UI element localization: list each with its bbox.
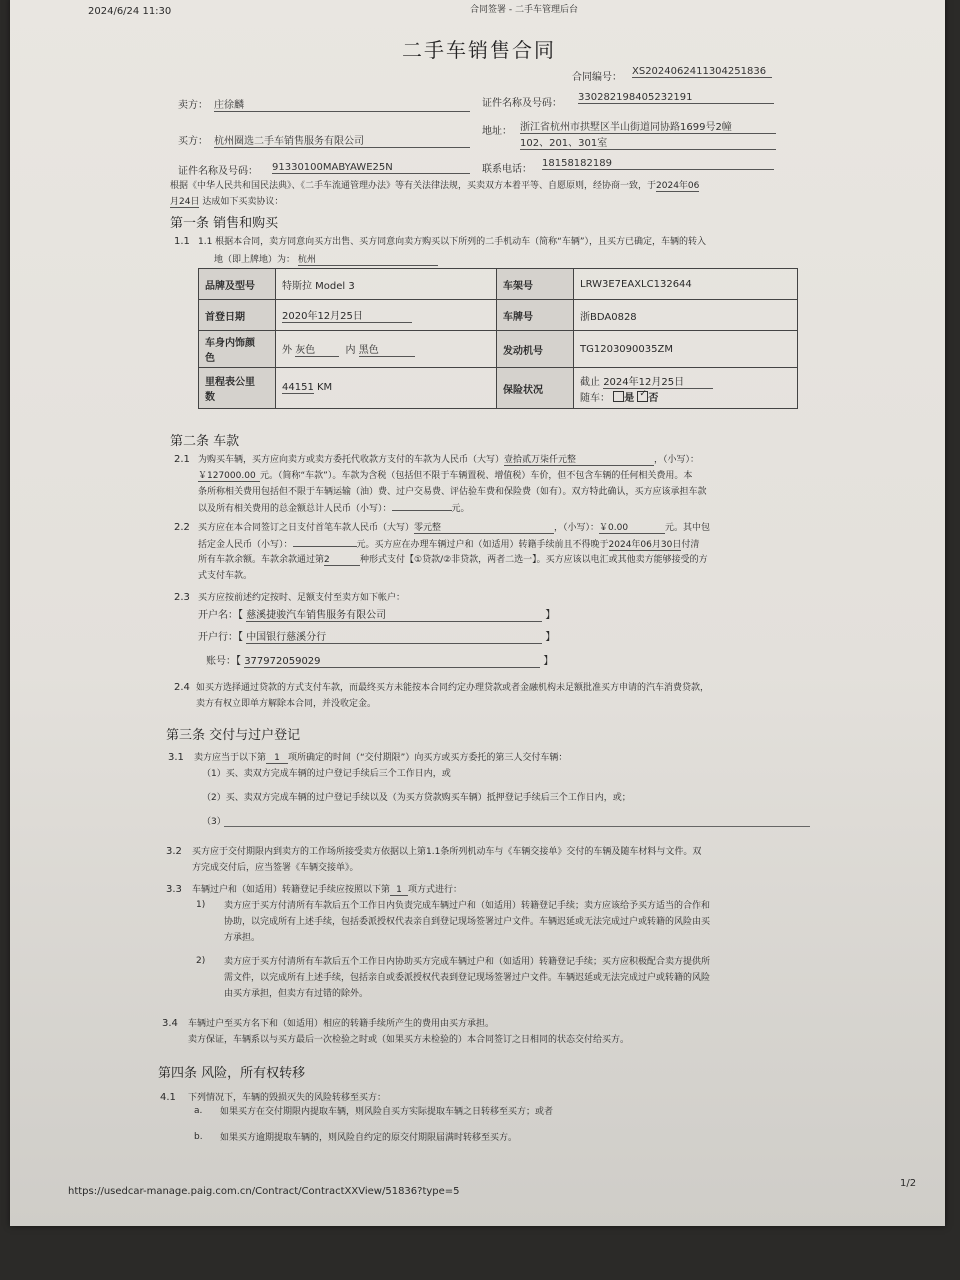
yes-label: 是 <box>624 392 635 404</box>
footer-url: https://usedcar-manage.paig.com.cn/Contract/ContractXXView/51836?type=5 <box>68 1186 460 1197</box>
site-title: 合同签署 - 二手车管理后台 <box>470 5 578 15</box>
print-timestamp: 2024/6/24 11:30 <box>88 6 172 17</box>
no-checkbox-checked <box>637 388 648 402</box>
clause-3-1-number: 3.1 <box>168 752 184 763</box>
transfer-option-number: 1 <box>390 885 408 896</box>
registration-place-label: 地（即上牌地）为： <box>214 255 296 265</box>
seller-id-label: 证件名称及号码： <box>482 98 562 109</box>
exterior-color: 灰色 <box>295 341 339 357</box>
color-label <box>199 331 276 368</box>
buyer-address-label: 地址： <box>482 126 512 137</box>
brand-value: 特斯拉 Model 3 <box>276 269 497 300</box>
brand-label: 品牌及型号 <box>199 269 276 300</box>
payment-method-number: 2 <box>324 555 360 566</box>
buyer-id: 91330100MABYAWE25N <box>272 162 470 174</box>
clause-3-1-option3: （3） <box>202 817 226 827</box>
clause-3-3-text <box>192 882 462 896</box>
down-payment-lowercase-label: ，（小写）： <box>554 523 600 533</box>
registration-date-cell <box>276 300 497 331</box>
option3-blank-line <box>224 826 810 827</box>
page-number: 1/2 <box>900 1178 917 1189</box>
plate-label: 车牌号 <box>497 300 574 331</box>
clause-2-2-text-b3: 付清 <box>681 540 700 550</box>
color-label-line1: 车身内饰颜 <box>205 338 255 349</box>
clause-3-3-1-number: 1) <box>196 900 206 910</box>
clause-1-1-text-2 <box>214 252 438 266</box>
clause-2-1-line1 <box>198 452 699 466</box>
exterior-color-label: 外 <box>282 345 292 356</box>
mileage-value: 44151 <box>282 382 314 393</box>
clause-3-3-1-line3: 方承担。 <box>224 933 261 943</box>
vehicle-info-table <box>198 268 798 409</box>
clause-2-1-text-b: 元。（简称“车款”）。车款为含税（包括但不限于车辆置税、增值税）车价，但不包含车辆的任何相关费用。本 <box>260 471 693 481</box>
interior-color: 黑色 <box>359 341 415 357</box>
clause-2-1-text-d: 以及所有相关费用的总金额总计人民币（小写）： <box>198 504 392 514</box>
clause-4-1-number: 4.1 <box>160 1092 176 1103</box>
yes-checkbox <box>613 391 624 402</box>
delivery-option-number: 1 <box>266 753 288 764</box>
clause-2-2-text-b: 括定金人民币（小写）： <box>198 540 293 550</box>
insurance-until-label: 截止 <box>580 376 600 388</box>
mileage-label-line1: 里程表公里 <box>205 377 255 388</box>
registration-date: 2020年12月25日 <box>282 307 412 323</box>
clause-3-1-text-a2: 项所确定的时间（“交付期限”）向买方或买方委托的第三人交付车辆： <box>288 753 568 763</box>
bracket-close-2: 】 <box>545 632 556 643</box>
contract-number-label: 合同编号： <box>572 72 622 83</box>
clause-4-1-a-text: 如果买方在交付期限内提取车辆，则风险自买方实际提取车辆之日转移至买方；或者 <box>220 1107 554 1117</box>
clause-4-1-a-number: a. <box>194 1106 203 1116</box>
no-label: 否 <box>648 392 659 404</box>
account-name: 慈溪捷骏汽车销售服务有限公司 <box>246 606 542 622</box>
intro-date-1: 2024年06 <box>656 178 699 192</box>
contract-number: XS2024062411304251836 <box>632 66 772 78</box>
bank-row <box>198 628 555 644</box>
account-name-label: 开户名：【 <box>198 610 243 621</box>
clause-1-1-text: 1.1 根据本合同，卖方同意向买方出售、买方同意向卖方购买以下所列的二手机动车（简称“车辆”），且买方已确定，车辆的转入 <box>198 237 707 247</box>
clause-2-1-line2 <box>198 468 692 482</box>
intro-text <box>170 178 699 192</box>
clause-3-3-2-number: 2) <box>196 956 206 966</box>
clause-2-1-number: 2.1 <box>174 454 190 465</box>
clause-2-1-line3: 条所称相关费用包括但不限于车辆运输（油）费、过户交易费、评估验车费和保险费（如有）。双方特此确认，买方应该承担车款 <box>198 487 707 497</box>
color-cell <box>276 331 497 368</box>
buyer-address-line1: 浙江省杭州市拱墅区半山街道同协路1699号2幢 <box>520 118 776 134</box>
clause-3-2-number: 3.2 <box>166 846 182 857</box>
clause-2-2-line2 <box>198 536 699 551</box>
clause-2-3-number: 2.3 <box>174 592 190 603</box>
insurance-label: 保险状况 <box>497 368 574 409</box>
bracket-close-1: 】 <box>545 610 556 621</box>
clause-2-2-text-c2: 种形式支付【①贷款/②非贷款，两者二选一】。买方应该以电汇或其他卖方能够接受的方 <box>360 555 708 565</box>
payment-deadline: 2024年06月30日 <box>609 537 682 551</box>
registration-place: 杭州 <box>298 252 438 266</box>
clause-2-2-number: 2.2 <box>174 522 190 533</box>
color-label-line2: 色 <box>205 353 215 364</box>
intro-text-main: 根据《中华人民共和国民法典》、《二手车流通管理办法》等有关法律法规，买卖双方本着平等、自愿原则，经协商一致，于 <box>170 181 657 191</box>
vin-value: LRW3E7EAXLC132644 <box>574 269 798 300</box>
clause-3-3-1-line2: 协助，以完成所有上述手续，包括委派授权代表亲自到登记现场签署过户文件。车辆迟延或无法完成过户或转籍的风险由买 <box>224 917 711 927</box>
clause-1-1-number: 1.1 <box>174 236 190 247</box>
clause-2-2-line3 <box>198 552 708 566</box>
check-mark-icon: ✓ <box>639 388 647 399</box>
clause-3-3-text-a: 车辆过户和（如适用）转籍登记手续应按照以下第 <box>192 885 391 895</box>
clause-4-1-b-text: 如果买方逾期提取车辆的，则风险自约定的原交付期限届满时转移至买方。 <box>220 1133 518 1143</box>
account-number-row <box>206 652 553 668</box>
clause-2-1-yuan: 元。 <box>451 504 470 514</box>
clause-3-2-line1: 买方应于交付期限内到卖方的工作场所接受卖方依据以上第1.1条所列机动车与《车辆交接单》交付的车辆及随车材料与文件。双 <box>192 847 702 857</box>
with-car-label: 随车： <box>580 392 610 404</box>
intro-text-2 <box>170 194 283 208</box>
interior-color-label: 内 <box>345 345 356 356</box>
mileage-label-line2: 数 <box>205 392 215 403</box>
bank-name: 中国银行慈溪分行 <box>246 628 542 644</box>
intro-end: 达成如下买卖协议： <box>202 197 284 207</box>
clause-2-2-text-a2: 元。其中包 <box>665 523 711 533</box>
insurance-cell <box>574 368 798 409</box>
buyer-name: 杭州圈选二手车销售服务有限公司 <box>214 132 470 148</box>
clause-2-2-line1 <box>198 520 710 534</box>
account-number-label: 账号：【 <box>206 656 241 667</box>
mileage-label <box>199 368 276 409</box>
account-name-row <box>198 606 555 622</box>
clause-4-1-text: 下列情况下，车辆的毁损灭失的风险转移至买方： <box>188 1093 387 1103</box>
seller-id: 330282198405232191 <box>578 92 774 104</box>
buyer-phone-label: 联系电话： <box>482 164 532 175</box>
deposit-blank <box>293 536 357 547</box>
clause-3-4-line1: 车辆过户至买方名下和（如适用）相应的转籍手续所产生的费用由买方承担。 <box>188 1019 495 1029</box>
clause-2-2-text-a: 买方应在本合同签订之日支付首笔车款人民币（大写） <box>198 523 415 533</box>
clause-3-3-number: 3.3 <box>166 884 182 895</box>
clause-2-4-line1: 如买方选择通过贷款的方式支付车款，而最终买方未能按本合同约定办理贷款或者金融机构未足额批准买方申请的汽车消费贷款， <box>196 683 710 693</box>
registration-date-label: 首登日期 <box>199 300 276 331</box>
price-lowercase: ￥127000.00 <box>198 468 260 482</box>
bracket-close-3: 】 <box>543 656 554 667</box>
vin-label: 车架号 <box>497 269 574 300</box>
article-4-heading: 第四条 风险，所有权转移 <box>158 1066 306 1081</box>
clause-2-4-line2: 卖方有权立即单方解除本合同，并没收定金。 <box>196 699 377 709</box>
clause-3-1-line1 <box>194 750 567 764</box>
clause-3-3-2-line2: 需文件，以完成所有上述手续，包括亲自或委派授权代表到登记现场签署过户文件。车辆迟延或无法完成过户或转籍的风险 <box>224 973 711 983</box>
clause-2-1-line4 <box>198 500 470 514</box>
mileage-unit: KM <box>317 382 333 393</box>
clause-2-2-line4: 式支付车款。 <box>198 571 253 581</box>
insurance-until: 2024年12月25日 <box>603 373 713 389</box>
account-number: 377972059029 <box>244 656 540 668</box>
contract-page <box>10 0 945 1226</box>
bank-label: 开户行：【 <box>198 632 243 643</box>
total-amount-blank <box>392 500 452 511</box>
clause-3-3-2-line3: 由买方承担，但卖方有过错的除外。 <box>224 989 369 999</box>
clause-3-2-line2: 方完成交付后，应当签署《车辆交接单》。 <box>192 863 359 873</box>
engine-label: 发动机号 <box>497 331 574 368</box>
clause-2-1-text-a: 为购买车辆，买方应向卖方或卖方委托代收款方支付的车款为人民币（大写） <box>198 455 505 465</box>
clause-3-4-number: 3.4 <box>162 1018 178 1029</box>
down-payment-uppercase: 零元整 <box>414 520 554 534</box>
intro-date-2: 月24日 <box>170 194 199 208</box>
clause-3-1-text-a: 卖方应当于以下第 <box>194 753 267 763</box>
seller-label: 卖方： <box>178 100 208 111</box>
clause-3-1-option2: （2）买、卖双方完成车辆的过户登记手续以及（为买方贷款购买车辆）抵押登记手续后三个工作日内，或； <box>202 793 631 803</box>
mileage-cell <box>276 368 497 409</box>
clause-3-3-text-a2: 项方式进行： <box>408 885 463 895</box>
buyer-phone: 18158182189 <box>542 158 774 170</box>
article-2-heading: 第二条 车款 <box>170 434 240 449</box>
clause-2-3-text: 买方应按前述约定按时、足额支付至卖方如下帐户： <box>198 593 406 603</box>
article-1-heading: 第一条 销售和购买 <box>170 216 279 231</box>
clause-3-4-line2: 卖方保证，车辆系以与买方最后一次检验之时或（如果买方未检验的）本合同签订之日相同的状态交付给买方。 <box>188 1035 630 1045</box>
clause-4-1-b-number: b. <box>194 1132 203 1142</box>
price-uppercase: 壹拾贰万柒仟元整 <box>504 452 654 466</box>
buyer-id-label: 证件名称及号码： <box>178 166 258 177</box>
engine-value: TG1203090035ZM <box>574 331 798 368</box>
seller-name: 庄徐麟 <box>214 96 470 112</box>
article-3-heading: 第三条 交付与过户登记 <box>166 728 301 743</box>
clause-2-2-text-c: 所有车款余额。车款余款通过第 <box>198 555 325 565</box>
buyer-address-line2: 102、201、301室 <box>520 134 776 150</box>
price-lowercase-label: ，（小写）： <box>654 455 700 465</box>
document-title: 二手车销售合同 <box>402 38 556 62</box>
clause-3-1-option1: （1）买、卖双方完成车辆的过户登记手续后三个工作日内，或 <box>202 769 451 779</box>
clause-2-4-number: 2.4 <box>174 682 190 693</box>
clause-3-3-1-line1: 卖方应于买方付清所有车款后五个工作日内负责完成车辆过户和（如适用）转籍登记手续；卖方应该给予买方适当的合作和 <box>224 901 711 911</box>
buyer-label: 买方： <box>178 136 208 147</box>
clause-2-2-text-b2: 元。买方应在办理车辆过户和（如适用）转籍手续前且不得晚于 <box>356 540 609 550</box>
plate-value: 浙BDA0828 <box>574 300 798 331</box>
clause-3-3-2-line1: 卖方应于买方付清所有车款后五个工作日内协助买方完成车辆过户和（如适用）转籍登记手续；买方应积极配合卖方提供所 <box>224 957 711 967</box>
down-payment-lowercase: ￥0.00 <box>599 520 665 534</box>
